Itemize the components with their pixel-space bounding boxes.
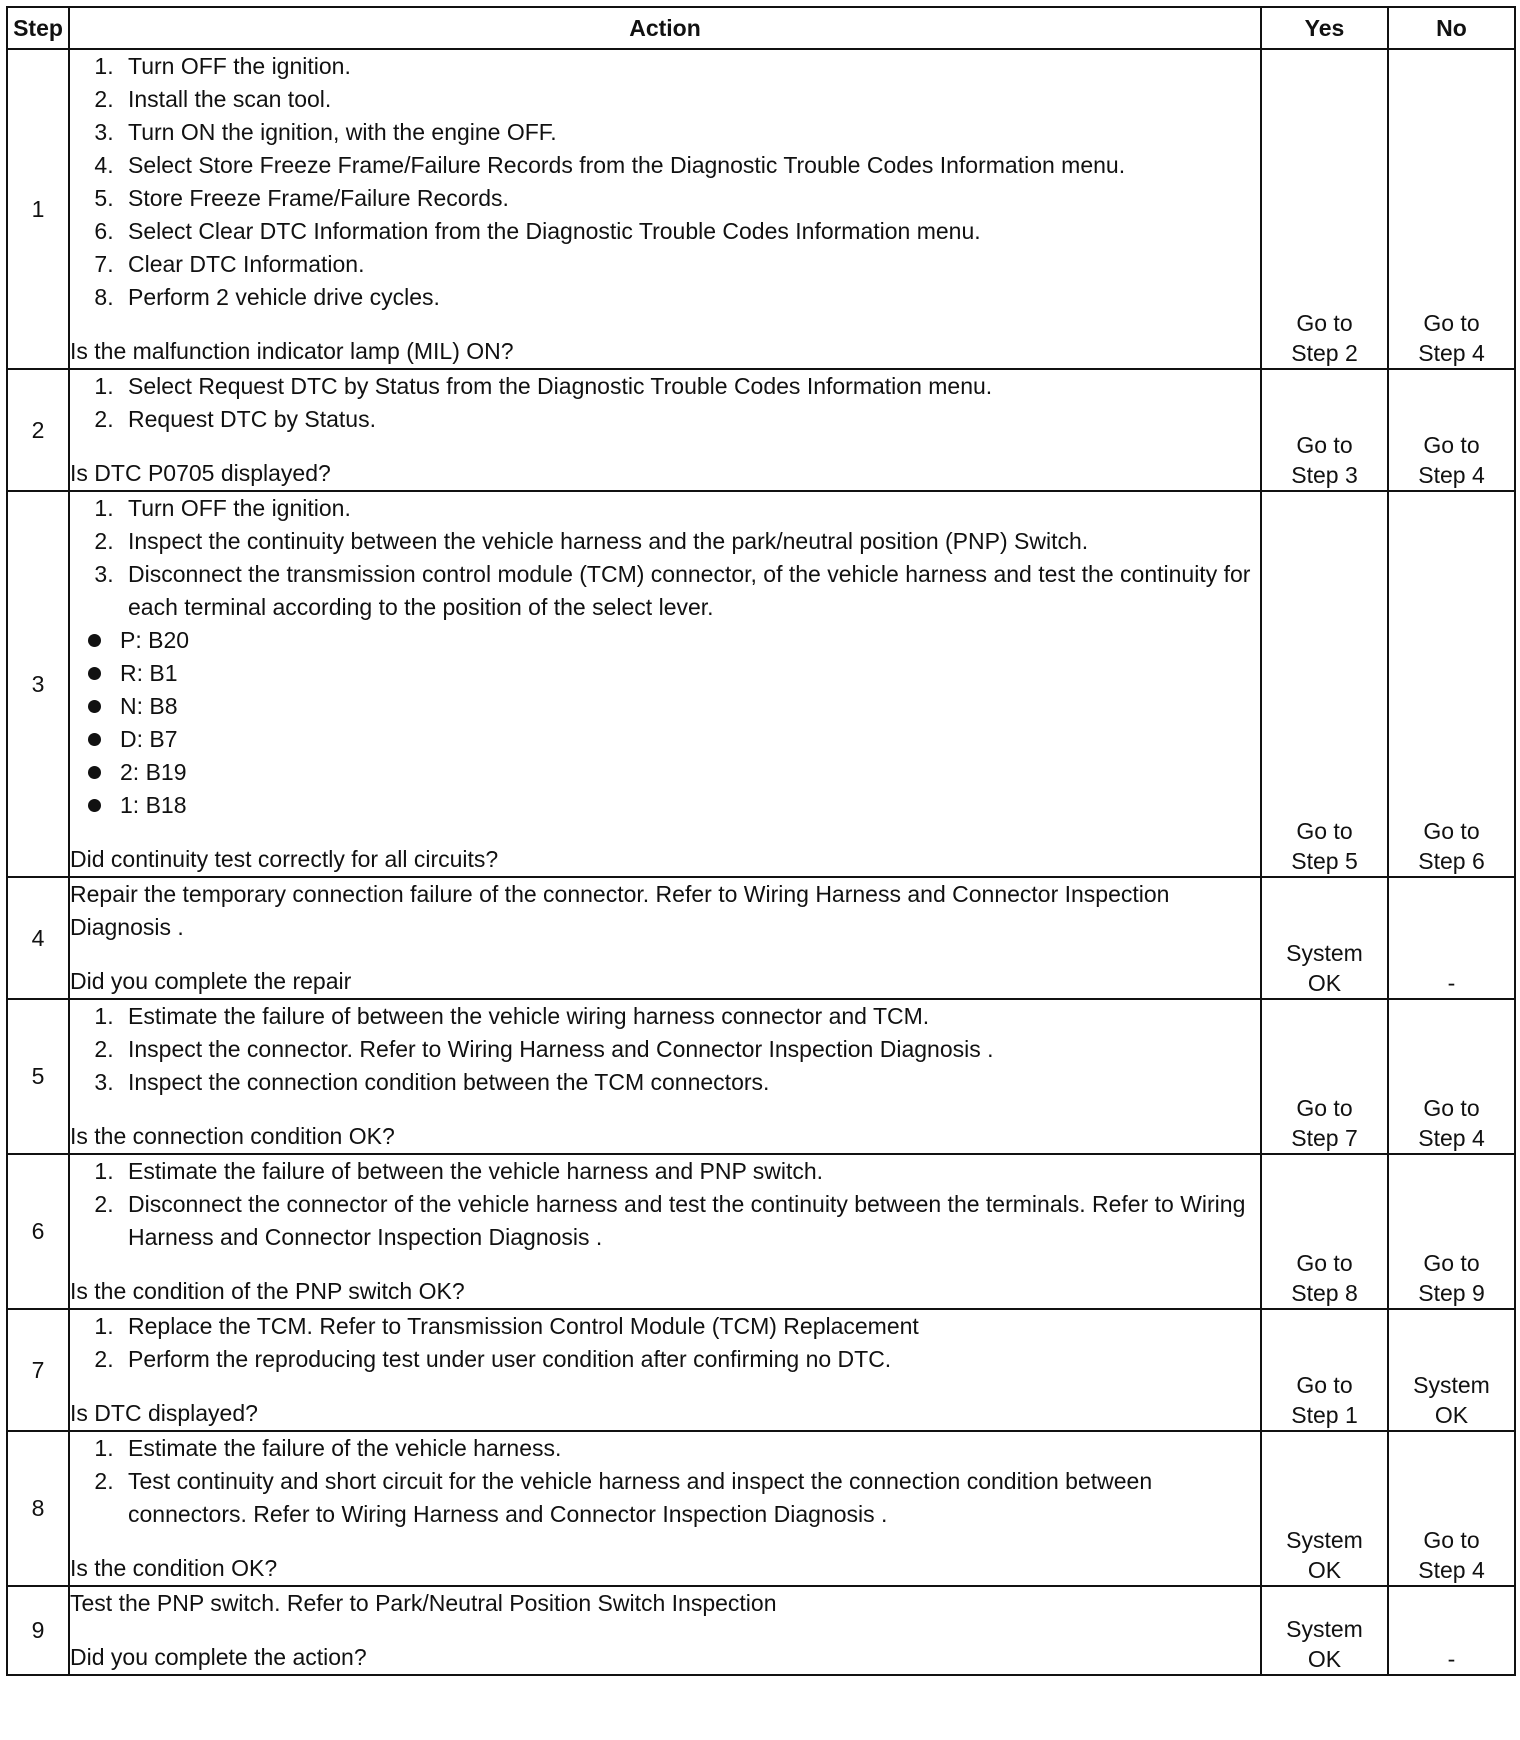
- yes-result-line: Step 5: [1291, 848, 1358, 874]
- step-number: 2: [7, 369, 69, 491]
- action-item: 4. Select Store Freeze Frame/Failure Records from the Diagnostic Trouble Codes Information menu.: [120, 149, 1260, 182]
- yes-result-line: Step 3: [1291, 462, 1358, 488]
- no-result-line: Go to: [1423, 1250, 1480, 1276]
- action-item: 1. Estimate the failure of between the vehicle wiring harness connector and TCM.: [120, 1000, 1260, 1033]
- table-row: [7, 1586, 1515, 1675]
- step-question: Did you complete the action?: [70, 1644, 367, 1670]
- yes-result-line: Go to: [1296, 1372, 1353, 1398]
- no-result: [1388, 999, 1515, 1154]
- table-row: [7, 877, 1515, 999]
- yes-result: [1261, 369, 1388, 491]
- step-question: Is DTC P0705 displayed?: [70, 460, 331, 486]
- table-row: [7, 1154, 1515, 1309]
- no-result: [1388, 1586, 1515, 1675]
- no-result-line: Go to: [1423, 1527, 1480, 1553]
- table-row: [7, 369, 1515, 491]
- header-action: Action: [69, 7, 1261, 49]
- yes-result: [1261, 491, 1388, 877]
- terminal-item: 2: B19: [120, 756, 1260, 789]
- action-cell: [69, 1586, 1261, 1675]
- action-item: 1. Replace the TCM. Refer to Transmission Control Module (TCM) Replacement: [120, 1310, 1260, 1343]
- no-result-line: [1389, 1614, 1514, 1644]
- no-result-line: System: [1413, 1372, 1490, 1398]
- yes-result: [1261, 999, 1388, 1154]
- no-result: [1388, 877, 1515, 999]
- no-result-line: Go to: [1423, 432, 1480, 458]
- no-result-line: -: [1447, 970, 1456, 996]
- action-item: 8. Perform 2 vehicle drive cycles.: [120, 281, 1260, 314]
- yes-result-line: Go to: [1296, 1095, 1353, 1121]
- terminal-item: P: B20: [120, 624, 1260, 657]
- action-list: [70, 1155, 1260, 1254]
- step-number: 8: [7, 1431, 69, 1586]
- table-row: [7, 999, 1515, 1154]
- yes-result-line: Step 1: [1291, 1402, 1358, 1428]
- action-cell: [69, 49, 1261, 369]
- action-cell: [69, 877, 1261, 999]
- action-item: 3. Turn ON the ignition, with the engine OFF.: [120, 116, 1260, 149]
- action-item: 7. Clear DTC Information.: [120, 248, 1260, 281]
- step-number: 9: [7, 1586, 69, 1675]
- step-number: 6: [7, 1154, 69, 1309]
- no-result-line: Step 4: [1418, 462, 1485, 488]
- yes-result-line: Go to: [1296, 1250, 1353, 1276]
- step-number: 4: [7, 877, 69, 999]
- yes-result: [1261, 1431, 1388, 1586]
- table-row: [7, 49, 1515, 369]
- step-question: Is the malfunction indicator lamp (MIL) ON?: [70, 338, 514, 364]
- step-number: 7: [7, 1309, 69, 1431]
- terminal-item: N: B8: [120, 690, 1260, 723]
- yes-result: [1261, 1309, 1388, 1431]
- header-no: No: [1388, 7, 1515, 49]
- action-text: Repair the temporary connection failure of the connector. Refer to Wiring Harness and Connector Inspection Diagnosis .: [70, 881, 1170, 940]
- yes-result-line: Go to: [1296, 818, 1353, 844]
- action-item: 2. Disconnect the connector of the vehicle harness and test the continuity between the terminals. Refer to Wiring Harness and Connector Inspection Diagnosis .: [120, 1188, 1260, 1254]
- step-number: 1: [7, 49, 69, 369]
- terminal-item: D: B7: [120, 723, 1260, 756]
- header-step: Step: [7, 7, 69, 49]
- yes-result-line: System: [1286, 1616, 1363, 1642]
- no-result: [1388, 49, 1515, 369]
- step-question: Is the condition of the PNP switch OK?: [70, 1278, 465, 1304]
- yes-result: [1261, 1154, 1388, 1309]
- yes-result-line: OK: [1307, 1557, 1342, 1583]
- action-item: 1. Select Request DTC by Status from the Diagnostic Trouble Codes Information menu.: [120, 370, 1260, 403]
- table-row: [7, 491, 1515, 877]
- yes-result-line: Step 2: [1291, 340, 1358, 366]
- no-result-line: Go to: [1423, 1095, 1480, 1121]
- no-result-line: Go to: [1423, 310, 1480, 336]
- action-text: Test the PNP switch. Refer to Park/Neutral Position Switch Inspection: [70, 1590, 777, 1616]
- action-item: 2. Inspect the continuity between the vehicle harness and the park/neutral position (PNP) Switch.: [120, 525, 1260, 558]
- action-cell: [69, 1154, 1261, 1309]
- yes-result-line: System: [1286, 940, 1363, 966]
- step-question: Did you complete the repair: [70, 968, 352, 994]
- action-item: 2. Test continuity and short circuit for the vehicle harness and inspect the connection condition between connectors. Refer to Wiring Harness and Connector Inspection Diagnosis .: [120, 1465, 1260, 1531]
- yes-result: [1261, 1586, 1388, 1675]
- action-item: 3. Disconnect the transmission control module (TCM) connector, of the vehicle harness and test the continuity for each terminal according to the position of the select lever.: [120, 558, 1260, 624]
- action-list: [70, 1432, 1260, 1531]
- yes-result-line: System: [1286, 1527, 1363, 1553]
- no-result-line: [1389, 938, 1514, 968]
- header-yes: Yes: [1261, 7, 1388, 49]
- yes-result: [1261, 877, 1388, 999]
- action-cell: [69, 1431, 1261, 1586]
- step-number: 5: [7, 999, 69, 1154]
- yes-result-line: Go to: [1296, 310, 1353, 336]
- no-result-line: Step 4: [1418, 1557, 1485, 1583]
- action-list: [70, 1000, 1260, 1099]
- action-item: 1. Estimate the failure of between the vehicle harness and PNP switch.: [120, 1155, 1260, 1188]
- action-item: 1. Estimate the failure of the vehicle harness.: [120, 1432, 1260, 1465]
- action-list: [70, 1310, 1260, 1376]
- action-list: [70, 50, 1260, 314]
- action-item: 2. Request DTC by Status.: [120, 403, 1260, 436]
- action-item: 1. Turn OFF the ignition.: [120, 50, 1260, 83]
- action-item: 3. Inspect the connection condition between the TCM connectors.: [120, 1066, 1260, 1099]
- diagnostic-table: [6, 6, 1516, 1676]
- step-question: Is DTC displayed?: [70, 1400, 258, 1426]
- action-item: 2. Perform the reproducing test under user condition after confirming no DTC.: [120, 1343, 1260, 1376]
- action-item: 6. Select Clear DTC Information from the Diagnostic Trouble Codes Information menu.: [120, 215, 1260, 248]
- action-item: 2. Inspect the connector. Refer to Wiring Harness and Connector Inspection Diagnosis .: [120, 1033, 1260, 1066]
- step-question: Did continuity test correctly for all circuits?: [70, 846, 499, 872]
- yes-result: [1261, 49, 1388, 369]
- action-item: 1. Turn OFF the ignition.: [120, 492, 1260, 525]
- no-result-line: OK: [1434, 1402, 1469, 1428]
- action-list: [70, 370, 1260, 436]
- table-row: [7, 1431, 1515, 1586]
- no-result-line: -: [1447, 1646, 1456, 1672]
- step-question: Is the condition OK?: [70, 1555, 278, 1581]
- action-list: [70, 492, 1260, 624]
- action-cell: [69, 1309, 1261, 1431]
- no-result-line: Step 9: [1418, 1280, 1485, 1306]
- no-result-line: Step 4: [1418, 1125, 1485, 1151]
- no-result-line: Step 4: [1418, 340, 1485, 366]
- terminal-item: 1: B18: [120, 789, 1260, 822]
- terminal-item: R: B1: [120, 657, 1260, 690]
- yes-result-line: Step 7: [1291, 1125, 1358, 1151]
- no-result: [1388, 1154, 1515, 1309]
- no-result: [1388, 491, 1515, 877]
- action-cell: [69, 999, 1261, 1154]
- no-result-line: Go to: [1423, 818, 1480, 844]
- action-cell: [69, 491, 1261, 877]
- table-row: [7, 1309, 1515, 1431]
- action-cell: [69, 369, 1261, 491]
- yes-result-line: OK: [1307, 1646, 1342, 1672]
- step-number: 3: [7, 491, 69, 877]
- yes-result-line: OK: [1307, 970, 1342, 996]
- header-row: [7, 7, 1515, 49]
- action-item: 5. Store Freeze Frame/Failure Records.: [120, 182, 1260, 215]
- no-result: [1388, 369, 1515, 491]
- no-result: [1388, 1431, 1515, 1586]
- terminal-list: [70, 624, 1260, 822]
- yes-result-line: Go to: [1296, 432, 1353, 458]
- no-result-line: Step 6: [1418, 848, 1485, 874]
- step-question: Is the connection condition OK?: [70, 1123, 395, 1149]
- no-result: [1388, 1309, 1515, 1431]
- action-item: 2. Install the scan tool.: [120, 83, 1260, 116]
- yes-result-line: Step 8: [1291, 1280, 1358, 1306]
